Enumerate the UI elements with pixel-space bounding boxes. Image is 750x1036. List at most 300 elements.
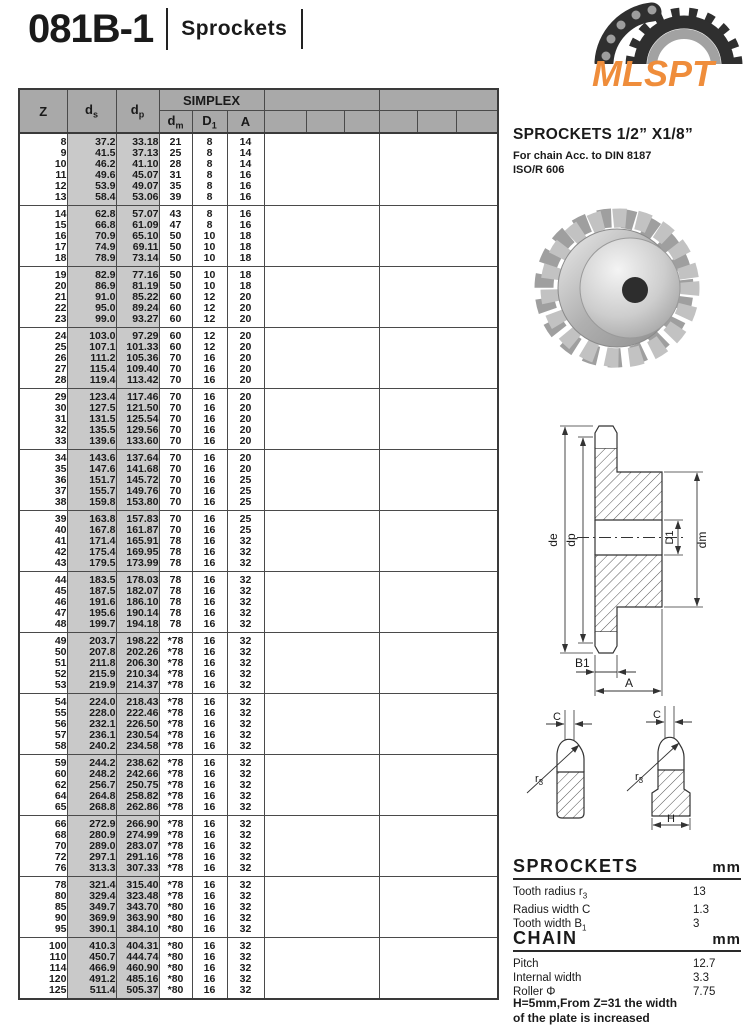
cell-ds: 103.0: [67, 328, 116, 342]
cell-z: 53: [19, 680, 67, 694]
spec-row: [513, 971, 741, 985]
cell-ds: 175.4: [67, 547, 116, 558]
cell-ds: 215.9: [67, 669, 116, 680]
cell-ds: 62.8: [67, 206, 116, 220]
empty-column-group-1: [264, 328, 379, 389]
cell-dm: 70: [159, 425, 192, 436]
table-row: [19, 877, 498, 891]
cell-d1: 16: [192, 852, 227, 863]
cell-d1: 16: [192, 389, 227, 403]
cell-d1: 16: [192, 364, 227, 375]
cell-dm: 70: [159, 511, 192, 525]
sprockets-spec-table: [513, 856, 741, 936]
cell-dm: 35: [159, 181, 192, 192]
cell-ds: 147.6: [67, 464, 116, 475]
cell-d1: 12: [192, 292, 227, 303]
cell-dp: 97.29: [116, 328, 159, 342]
cell-dp: 153.80: [116, 497, 159, 511]
cell-dp: 65.10: [116, 231, 159, 242]
cell-ds: 78.9: [67, 253, 116, 267]
col-header-empty: [264, 111, 306, 134]
cell-z: 54: [19, 694, 67, 708]
cell-ds: 390.1: [67, 924, 116, 938]
cell-ds: 58.4: [67, 192, 116, 206]
cell-dp: 206.30: [116, 658, 159, 669]
cell-d1: 16: [192, 464, 227, 475]
cell-ds: 264.8: [67, 791, 116, 802]
cell-a: 16: [227, 220, 264, 231]
cell-d1: 8: [192, 159, 227, 170]
cell-a: 14: [227, 159, 264, 170]
cell-z: 37: [19, 486, 67, 497]
cell-z: 90: [19, 913, 67, 924]
cell-a: 32: [227, 841, 264, 852]
cell-d1: 16: [192, 741, 227, 755]
cell-d1: 10: [192, 253, 227, 267]
cell-d1: 16: [192, 558, 227, 572]
cell-z: 26: [19, 353, 67, 364]
cell-d1: 16: [192, 841, 227, 852]
cell-a: 20: [227, 450, 264, 464]
dim-label-r3: $r_3$: [635, 771, 644, 785]
cell-ds: 179.5: [67, 558, 116, 572]
cell-dp: 198.22: [116, 633, 159, 647]
cell-dp: 238.62: [116, 755, 159, 769]
cell-dm: 78: [159, 572, 192, 586]
sprocket-table: [18, 88, 499, 1000]
cell-d1: 16: [192, 536, 227, 547]
cell-d1: 16: [192, 938, 227, 952]
cell-dm: 70: [159, 375, 192, 389]
cell-dp: 53.06: [116, 192, 159, 206]
cell-dm: *78: [159, 719, 192, 730]
cell-dm: 43: [159, 206, 192, 220]
cell-d1: 16: [192, 755, 227, 769]
divider-bar: [301, 9, 303, 49]
cell-ds: 236.1: [67, 730, 116, 741]
spec-row-label: Tooth width $B_1$: [513, 918, 587, 933]
cell-dp: 234.58: [116, 741, 159, 755]
cell-d1: 8: [192, 206, 227, 220]
cell-a: 32: [227, 791, 264, 802]
cell-ds: 167.8: [67, 525, 116, 536]
cell-z: 11: [19, 170, 67, 181]
cell-dp: 165.91: [116, 536, 159, 547]
cell-ds: 272.9: [67, 816, 116, 830]
table-band: [19, 133, 498, 206]
table-band: [19, 572, 498, 633]
cell-dm: *78: [159, 830, 192, 841]
cell-a: 32: [227, 913, 264, 924]
cell-d1: 16: [192, 608, 227, 619]
cell-d1: 16: [192, 891, 227, 902]
cell-z: 95: [19, 924, 67, 938]
cell-dp: 315.40: [116, 877, 159, 891]
empty-column-group-1: [264, 877, 379, 938]
cell-dp: 133.60: [116, 436, 159, 450]
cell-a: 32: [227, 708, 264, 719]
cell-dp: 190.14: [116, 608, 159, 619]
cell-d1: 16: [192, 414, 227, 425]
dim-label-r3: $r_3$: [535, 773, 544, 787]
empty-column-group-2: [379, 389, 498, 450]
cell-ds: 171.4: [67, 536, 116, 547]
cell-ds: 139.6: [67, 436, 116, 450]
cell-d1: 8: [192, 170, 227, 181]
cell-z: 38: [19, 497, 67, 511]
cell-a: 32: [227, 597, 264, 608]
table-band: [19, 450, 498, 511]
cell-dm: 50: [159, 267, 192, 281]
cell-d1: 16: [192, 572, 227, 586]
col-header-z: Z: [19, 89, 67, 133]
cell-d1: 10: [192, 231, 227, 242]
cell-ds: 70.9: [67, 231, 116, 242]
cell-ds: 163.8: [67, 511, 116, 525]
cell-z: 85: [19, 902, 67, 913]
cell-dp: 384.10: [116, 924, 159, 938]
cell-ds: 155.7: [67, 486, 116, 497]
cell-dp: 129.56: [116, 425, 159, 436]
cell-dm: 70: [159, 475, 192, 486]
cell-dm: *80: [159, 924, 192, 938]
cell-ds: 268.8: [67, 802, 116, 816]
table-row: [19, 572, 498, 586]
cell-a: 32: [227, 680, 264, 694]
cell-dp: 262.86: [116, 802, 159, 816]
cell-a: 32: [227, 852, 264, 863]
cell-d1: 16: [192, 647, 227, 658]
cell-z: 35: [19, 464, 67, 475]
empty-column-group-2: [379, 755, 498, 816]
cell-a: 32: [227, 974, 264, 985]
cell-d1: 16: [192, 730, 227, 741]
cell-dm: *78: [159, 658, 192, 669]
cell-dp: 49.07: [116, 181, 159, 192]
cell-d1: 16: [192, 985, 227, 1000]
cell-z: 33: [19, 436, 67, 450]
cell-z: 30: [19, 403, 67, 414]
cell-a: 32: [227, 536, 264, 547]
product-subtitle-2: ISO/R 606: [513, 164, 565, 176]
cell-dp: 137.64: [116, 450, 159, 464]
cell-dm: 28: [159, 159, 192, 170]
cell-dm: *80: [159, 974, 192, 985]
cell-z: 16: [19, 231, 67, 242]
cell-z: 28: [19, 375, 67, 389]
table-row: [19, 133, 498, 148]
cell-ds: 86.9: [67, 281, 116, 292]
cell-dm: 70: [159, 450, 192, 464]
cell-d1: 8: [192, 220, 227, 231]
cell-a: 20: [227, 314, 264, 328]
cell-dp: 101.33: [116, 342, 159, 353]
empty-column-group-1: [264, 133, 379, 206]
cell-dp: 323.48: [116, 891, 159, 902]
cell-ds: 219.9: [67, 680, 116, 694]
table-row: [19, 206, 498, 220]
col-header-empty: [456, 111, 498, 134]
cell-z: 55: [19, 708, 67, 719]
product-info: [513, 126, 743, 177]
col-header-empty: [306, 111, 344, 134]
cell-a: 20: [227, 353, 264, 364]
cell-dm: *80: [159, 938, 192, 952]
cell-d1: 16: [192, 830, 227, 841]
spec-row-label: Tooth radius $r_3$: [513, 886, 588, 901]
cell-z: 12: [19, 181, 67, 192]
cell-z: 66: [19, 816, 67, 830]
spec-row-value: 12.7: [693, 958, 716, 970]
cell-z: 65: [19, 802, 67, 816]
cell-z: 70: [19, 841, 67, 852]
cell-z: 23: [19, 314, 67, 328]
cell-a: 20: [227, 375, 264, 389]
cell-dm: *78: [159, 891, 192, 902]
section-title: Sprockets: [181, 17, 288, 40]
cell-d1: 16: [192, 780, 227, 791]
cell-ds: 297.1: [67, 852, 116, 863]
cell-ds: 207.8: [67, 647, 116, 658]
cell-a: 32: [227, 755, 264, 769]
cell-ds: 195.6: [67, 608, 116, 619]
cell-dp: 73.14: [116, 253, 159, 267]
cell-dp: 161.87: [116, 525, 159, 536]
empty-column-group-1: [264, 206, 379, 267]
cell-d1: 10: [192, 267, 227, 281]
table-band: [19, 389, 498, 450]
cell-a: 20: [227, 342, 264, 353]
cell-dm: *78: [159, 802, 192, 816]
cell-a: 32: [227, 608, 264, 619]
cell-a: 32: [227, 586, 264, 597]
col-header-dp: $d_p$: [116, 89, 159, 133]
chain-spec-header: [513, 928, 741, 952]
spec-unit: mm: [712, 931, 741, 948]
cell-dm: 21: [159, 133, 192, 148]
cell-z: 76: [19, 863, 67, 877]
cell-z: 45: [19, 586, 67, 597]
cell-a: 32: [227, 719, 264, 730]
col-header-d1: $D_1$: [192, 111, 227, 134]
cell-a: 18: [227, 281, 264, 292]
cell-a: 32: [227, 877, 264, 891]
cell-a: 32: [227, 694, 264, 708]
cell-d1: 12: [192, 328, 227, 342]
cell-ds: 410.3: [67, 938, 116, 952]
cell-ds: 289.0: [67, 841, 116, 852]
cell-d1: 16: [192, 403, 227, 414]
cell-dm: *80: [159, 963, 192, 974]
cell-ds: 99.0: [67, 314, 116, 328]
dim-label-d1: D1: [664, 530, 676, 545]
cell-d1: 16: [192, 497, 227, 511]
cell-z: 18: [19, 253, 67, 267]
cell-dm: *78: [159, 841, 192, 852]
cell-d1: 16: [192, 450, 227, 464]
dim-label-c: C: [553, 711, 561, 723]
cell-d1: 16: [192, 863, 227, 877]
col-header-empty: [344, 111, 379, 134]
cell-ds: 107.1: [67, 342, 116, 353]
empty-column-group-1: [264, 572, 379, 633]
cell-a: 32: [227, 572, 264, 586]
table-band: [19, 694, 498, 755]
cell-a: 25: [227, 525, 264, 536]
empty-column-group-1: [264, 694, 379, 755]
cell-a: 25: [227, 497, 264, 511]
cell-a: 20: [227, 389, 264, 403]
cell-z: 8: [19, 133, 67, 148]
table-band: [19, 938, 498, 1000]
cell-dp: 202.26: [116, 647, 159, 658]
spec-row-value: 3.3: [693, 972, 709, 984]
cell-z: 34: [19, 450, 67, 464]
cell-ds: 82.9: [67, 267, 116, 281]
empty-column-group-1: [264, 389, 379, 450]
cell-dp: 149.76: [116, 486, 159, 497]
cell-ds: 228.0: [67, 708, 116, 719]
cell-a: 32: [227, 558, 264, 572]
cell-ds: 211.8: [67, 658, 116, 669]
cell-a: 32: [227, 647, 264, 658]
cell-d1: 16: [192, 658, 227, 669]
cell-d1: 8: [192, 181, 227, 192]
cell-ds: 349.7: [67, 902, 116, 913]
cell-ds: 240.2: [67, 741, 116, 755]
cell-ds: 199.7: [67, 619, 116, 633]
table-row: [19, 328, 498, 342]
group-header-simplex: SIMPLEX: [159, 89, 264, 111]
cell-ds: 256.7: [67, 780, 116, 791]
cell-dm: 70: [159, 486, 192, 497]
cell-z: 100: [19, 938, 67, 952]
cell-z: 32: [19, 425, 67, 436]
cell-dm: *80: [159, 952, 192, 963]
cell-dm: 78: [159, 597, 192, 608]
cell-a: 32: [227, 619, 264, 633]
cell-dm: 70: [159, 414, 192, 425]
cell-dp: 226.50: [116, 719, 159, 730]
cell-dm: *78: [159, 780, 192, 791]
cell-dp: 178.03: [116, 572, 159, 586]
cell-ds: 46.2: [67, 159, 116, 170]
cell-dp: 57.07: [116, 206, 159, 220]
cell-d1: 16: [192, 597, 227, 608]
tooth-profile-drawing: [524, 708, 619, 826]
cell-d1: 16: [192, 974, 227, 985]
cell-dp: 274.99: [116, 830, 159, 841]
cell-dm: *78: [159, 863, 192, 877]
cell-z: 19: [19, 267, 67, 281]
cell-d1: 16: [192, 680, 227, 694]
cell-dm: *78: [159, 730, 192, 741]
cell-d1: 12: [192, 314, 227, 328]
cell-dm: 50: [159, 253, 192, 267]
cell-a: 20: [227, 403, 264, 414]
cell-a: 25: [227, 475, 264, 486]
empty-column-group-2: [379, 450, 498, 511]
cell-a: 20: [227, 464, 264, 475]
cell-a: 20: [227, 364, 264, 375]
cell-dm: 78: [159, 586, 192, 597]
cell-ds: 91.0: [67, 292, 116, 303]
cell-z: 51: [19, 658, 67, 669]
cell-dm: 78: [159, 608, 192, 619]
empty-column-group-2: [379, 816, 498, 877]
spec-row-label: Internal width: [513, 972, 582, 984]
cell-dp: 173.99: [116, 558, 159, 572]
cell-z: 114: [19, 963, 67, 974]
cell-a: 32: [227, 741, 264, 755]
logo-text: MLSPT: [592, 53, 714, 92]
cell-dm: 78: [159, 547, 192, 558]
cell-dp: 194.18: [116, 619, 159, 633]
cell-d1: 16: [192, 802, 227, 816]
cell-dm: 78: [159, 558, 192, 572]
cell-ds: 329.4: [67, 891, 116, 902]
cell-a: 32: [227, 830, 264, 841]
cell-d1: 16: [192, 791, 227, 802]
cell-a: 20: [227, 292, 264, 303]
page-header: [28, 6, 316, 52]
cell-d1: 12: [192, 342, 227, 353]
cell-dp: 186.10: [116, 597, 159, 608]
cell-z: 62: [19, 780, 67, 791]
cell-dp: 404.31: [116, 938, 159, 952]
dim-label-dp: dp: [564, 533, 578, 547]
cell-dm: *78: [159, 647, 192, 658]
cell-dm: *78: [159, 877, 192, 891]
cell-a: 16: [227, 206, 264, 220]
cell-dp: 157.83: [116, 511, 159, 525]
cell-dp: 41.10: [116, 159, 159, 170]
cell-dm: *78: [159, 633, 192, 647]
spec-row-value: 3: [693, 918, 700, 931]
cell-dm: 39: [159, 192, 192, 206]
footnote-line-1: H=5mm,From Z=31 the width: [513, 996, 678, 1010]
cell-dp: 169.95: [116, 547, 159, 558]
cell-dm: 60: [159, 303, 192, 314]
cell-dm: 70: [159, 353, 192, 364]
table-band: [19, 328, 498, 389]
cell-a: 18: [227, 267, 264, 281]
cell-a: 14: [227, 133, 264, 148]
cell-dm: *80: [159, 902, 192, 913]
cell-d1: 16: [192, 769, 227, 780]
cell-a: 32: [227, 938, 264, 952]
cell-z: 46: [19, 597, 67, 608]
cell-ds: 280.9: [67, 830, 116, 841]
cell-dp: 343.70: [116, 902, 159, 913]
table-band: [19, 633, 498, 694]
cell-ds: 95.0: [67, 303, 116, 314]
table-band: [19, 755, 498, 816]
cell-ds: 450.7: [67, 952, 116, 963]
cell-dm: 50: [159, 242, 192, 253]
cell-ds: 49.6: [67, 170, 116, 181]
cell-dp: 291.16: [116, 852, 159, 863]
cell-dm: 70: [159, 436, 192, 450]
cell-z: 57: [19, 730, 67, 741]
cell-z: 110: [19, 952, 67, 963]
cell-d1: 16: [192, 586, 227, 597]
spec-row-value: 7.75: [693, 986, 716, 998]
table-row: [19, 511, 498, 525]
cell-d1: 8: [192, 192, 227, 206]
cell-dm: *78: [159, 680, 192, 694]
cell-ds: 151.7: [67, 475, 116, 486]
